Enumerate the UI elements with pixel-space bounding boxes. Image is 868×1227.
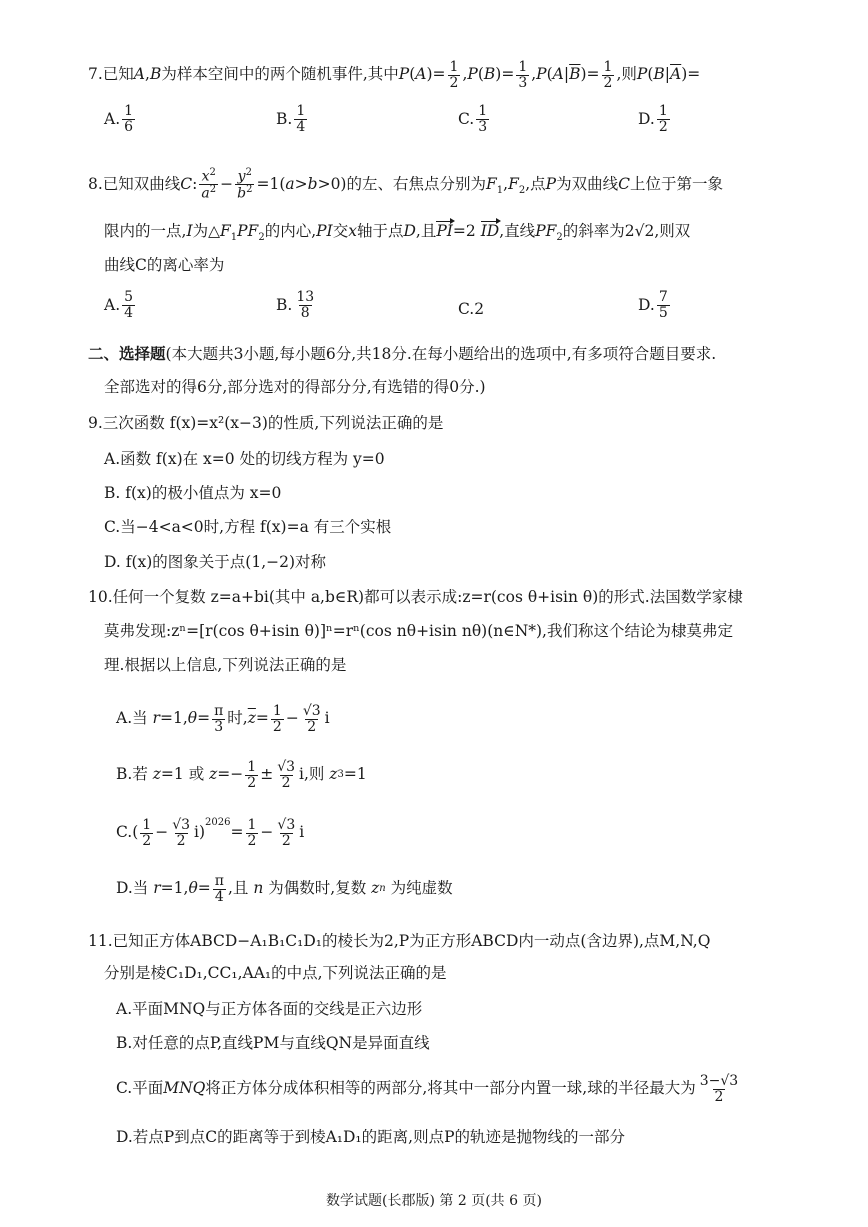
- q7-option-c: C. $\frac{1}{3}$: [458, 103, 488, 135]
- q9-option-d: D. f(x)的图象关于点(1,−2)对称: [104, 553, 327, 571]
- q7-option-a: A. $\frac{1}{6}$: [104, 103, 134, 135]
- q11-line2: 分别是棱C₁D₁,CC₁,AA₁的中点,下列说法正确的是: [104, 964, 447, 982]
- q7-option-b: B. $\frac{1}{4}$: [276, 103, 306, 135]
- q10-option-c: C.( $\frac{1}{2}$ − $\frac{√3}{2}$ i) $^{2026}$ = $\frac{1}{2}$ − $\frac{√3}{2}$ i: [116, 817, 305, 849]
- q9-option-c: C.当−4<a<0时,方程 f(x)=a 有三个实根: [104, 518, 392, 536]
- q8-option-b: B. $\frac{13}{8}$: [276, 289, 315, 321]
- q11-option-b: B.对任意的点P,直线PM与直线QN是异面直线: [116, 1034, 430, 1052]
- section2-desc2: 全部选对的得6分,部分选对的得部分分,有选错的得0分.): [104, 378, 486, 396]
- section2-desc1: (本大题共3小题,每小题6分,共18分.在每小题给出的选项中,有多项符合题目要求.: [165, 345, 717, 363]
- q10-option-d: D.当 r =1, θ = $\frac{\pi}{4}$ ,且 n 为偶数时,复数 z n 为纯虚数: [116, 873, 453, 905]
- q8-line3: 曲线C的离心率为: [104, 256, 225, 274]
- q8-option-c: C. 2: [458, 300, 485, 318]
- q7-stem: 7.已知A,B为样本空间中的两个随机事件,其中P(A)= $\frac{1}{2}$ ,P(B)= $\frac{1}{3}$ $,P(A|\overline{B})=$ $\frac{1}{2}$ ,则$P(B|\overline{A})=$: [88, 59, 701, 91]
- q11-option-d: D.若点P到点C的距离等于到棱A₁D₁的距离,则点P的轨迹是抛物线的一部分: [116, 1128, 625, 1146]
- q9-stem: 9.三次函数 f(x)=x²(x−3)的性质,下列说法正确的是: [88, 414, 444, 432]
- q10-line1: 10.任何一个复数 z=a+bi(其中 a,b∈R)都可以表示成:z=r(cos θ+isin θ)的形式.法国数学家棣: [88, 588, 743, 606]
- q9-option-b: B. f(x)的极小值点为 x=0: [104, 484, 282, 502]
- page-footer: 数学试题(长郡版) 第 2 页(共 6 页): [326, 1193, 542, 1209]
- q9-option-a: A.函数 f(x)在 x=0 处的切线方程为 y=0: [104, 450, 385, 468]
- q10-line2: 莫弗发现:zⁿ=[r(cos θ+isin θ)]ⁿ=rⁿ(cos nθ+isin nθ)(n∈N*),我们称这个结论为棣莫弗定: [104, 622, 733, 640]
- q8-line2: 限内的一点,I为$\triangle F_1PF_2$的内心,PI交x轴于点D,且PI=2 ID,直线$PF_2$的斜率为2√2,则双: [104, 222, 691, 244]
- q11-option-a: A.平面MNQ与正方体各面的交线是正六边形: [116, 1000, 423, 1018]
- q10-option-a: A.当 r =1, θ = $\frac{\pi}{3}$ 时, $\overline{z}$ = $\frac{1}{2}$ − $\frac{√3}{2}$ i: [116, 703, 330, 735]
- q7-options: [0, 104, 868, 164]
- q8-option-d: D. $\frac{7}{5}$: [638, 289, 668, 321]
- q8-line1: 8.已知双曲线C: $\frac{x^2}{a^2}$ − $\frac{y^2}{b^2}$ =1(a>b>0)的左、右焦点分别为$F_1,F_2$,点P为双曲线C上位于第一象: [88, 167, 723, 202]
- q7-option-d: D. $\frac{1}{2}$: [638, 103, 668, 135]
- q11-option-c: C.平面 MNQ 将正方体分成体积相等的两部分,将其中一部分内置一球,球的半径最大为 $\frac{3-√3}{2}$: [116, 1073, 739, 1105]
- q11-line1: 11.已知正方体ABCD−A₁B₁C₁D₁的棱长为2,P为正方形ABCD内一动点(含边界),点M,N,Q: [88, 932, 711, 950]
- q8-option-a: A. $\frac{5}{4}$: [104, 289, 134, 321]
- q10-option-b: B.若 z =1 或 z =− $\frac{1}{2}$ ± $\frac{√3}{2}$ i,则 z 3 =1: [116, 759, 367, 791]
- q10-line3: 理.根据以上信息,下列说法正确的是: [104, 656, 347, 674]
- section2-header: [88, 346, 716, 363]
- q8-options: [0, 290, 868, 350]
- section2-title: 二、选择题: [88, 344, 166, 363]
